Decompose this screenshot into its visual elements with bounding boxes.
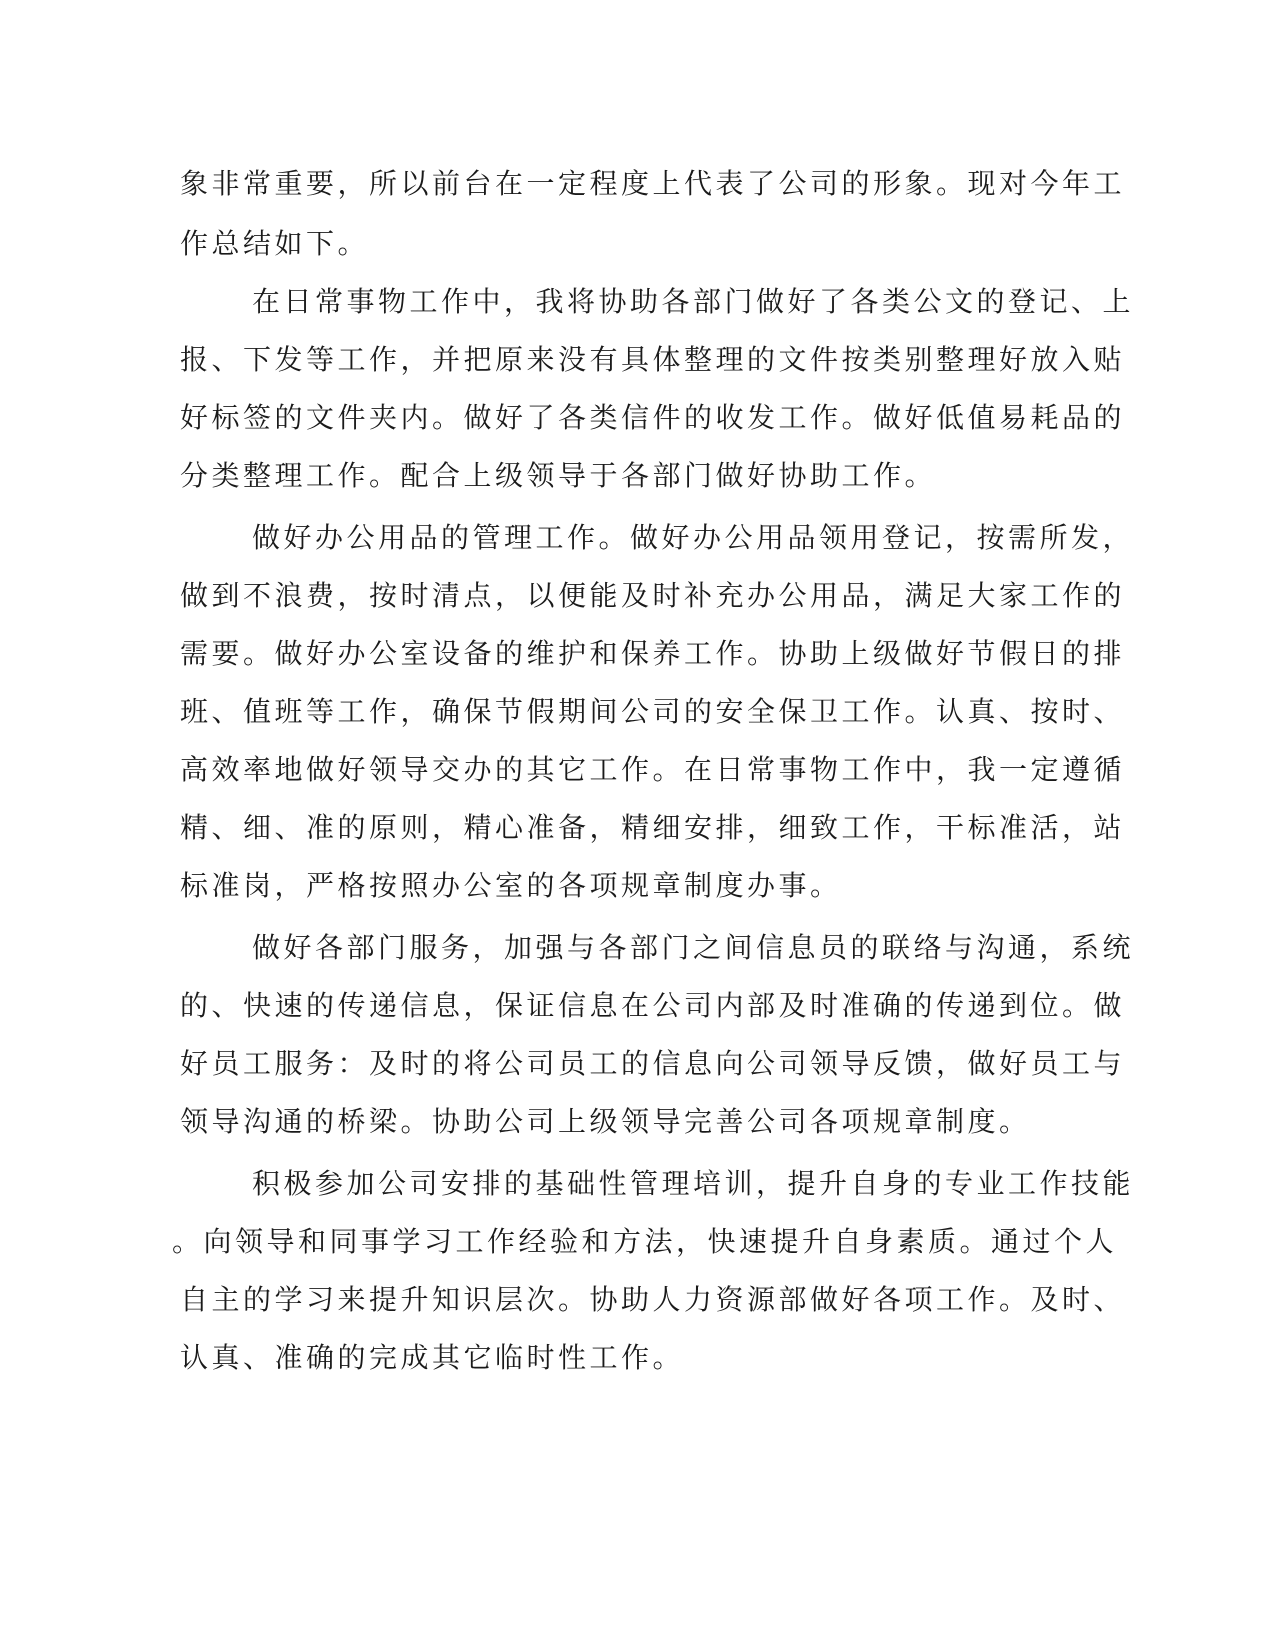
text-line: 领导沟通的桥梁。协助公司上级领导完善公司各项规章制度。 — [180, 1105, 1031, 1138]
text-line: 认真、准确的完成其它临时性工作。 — [180, 1341, 685, 1374]
paragraph-first-line: 积极参加公司安排的基础性管理培训，提升自身的专业工作技能 — [252, 1167, 1135, 1200]
text-line: 好员工服务：及时的将公司员工的信息向公司领导反馈，做好员工与 — [180, 1047, 1126, 1080]
text-line: 报、下发等工作，并把原来没有具体整理的文件按类别整理好放入贴 — [180, 343, 1126, 376]
paragraph-first-line: 做好各部门服务，加强与各部门之间信息员的联络与沟通，系统 — [252, 931, 1135, 964]
text-line: 班、值班等工作，确保节假期间公司的安全保卫工作。认真、按时、 — [180, 695, 1126, 728]
text-line: 标准岗，严格按照办公室的各项规章制度办事。 — [180, 869, 842, 902]
paragraph-first-line: 做好办公用品的管理工作。做好办公用品领用登记，按需所发， — [252, 521, 1135, 554]
text-line: 精、细、准的原则，精心准备，精细安排，细致工作，干标准活，站 — [180, 811, 1126, 844]
text-line: 做到不浪费，按时清点，以便能及时补充办公用品，满足大家工作的 — [180, 579, 1126, 612]
paragraph-first-line: 在日常事物工作中，我将协助各部门做好了各类公文的登记、上 — [252, 285, 1135, 318]
text-line: 象非常重要，所以前台在一定程度上代表了公司的形象。现对今年工 — [180, 167, 1126, 200]
text-line: 的、快速的传递信息，保证信息在公司内部及时准确的传递到位。做 — [180, 989, 1126, 1022]
text-line: 。向领导和同事学习工作经验和方法，快速提升自身素质。通过个人 — [172, 1225, 1118, 1258]
text-line: 分类整理工作。配合上级领导于各部门做好协助工作。 — [180, 459, 937, 492]
text-line: 需要。做好办公室设备的维护和保养工作。协助上级做好节假日的排 — [180, 637, 1126, 670]
text-line: 作总结如下。 — [180, 227, 370, 260]
text-line: 自主的学习来提升知识层次。协助人力资源部做好各项工作。及时、 — [180, 1283, 1126, 1316]
text-line: 好标签的文件夹内。做好了各类信件的收发工作。做好低值易耗品的 — [180, 401, 1126, 434]
text-line: 高效率地做好领导交办的其它工作。在日常事物工作中，我一定遵循 — [180, 753, 1126, 786]
